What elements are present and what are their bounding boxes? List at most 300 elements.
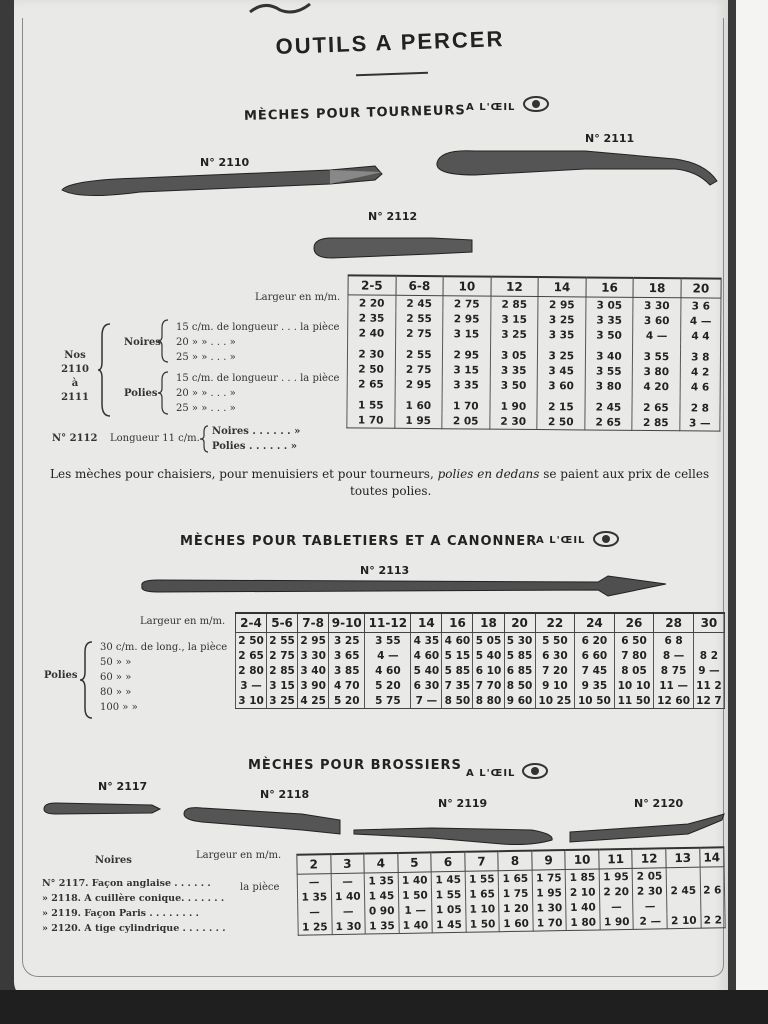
price-cell: —	[331, 873, 365, 889]
price-cell: 3 6	[681, 298, 721, 314]
price-cell: 1 10	[465, 901, 499, 917]
eye-icon	[593, 530, 619, 548]
price-cell: 5 20	[329, 693, 365, 709]
section-heading-tabletiers: MÈCHES POUR TABLETIERS ET A CANONNER	[180, 534, 538, 549]
price-cell: 6 85	[504, 663, 535, 678]
price-cell: 10 10	[614, 678, 654, 693]
row-label: » 2118. A cuillère conique. . . . . . .	[42, 893, 225, 904]
row-label: 20 » » . . . »	[176, 337, 236, 348]
price-cell: 2 50	[236, 633, 267, 649]
header-ornament	[245, 0, 315, 16]
column-header: 2	[297, 854, 331, 874]
price-cell: 7 70	[473, 678, 504, 693]
table-row	[347, 412, 720, 431]
price-cell: 1 65	[498, 870, 532, 886]
price-cell: 10 50	[575, 693, 615, 709]
width-label-3: Largeur en m/m.	[196, 850, 282, 861]
price-cell: 3 40	[298, 663, 329, 678]
price-cell: 2 85	[632, 415, 680, 431]
price-cell: 2 50	[347, 361, 395, 376]
price-cell: 2 20	[348, 295, 396, 311]
price-cell: 7 45	[575, 663, 615, 678]
price-cell: 2 —	[633, 913, 667, 929]
price-cell: 8 50	[442, 693, 473, 709]
price-cell: 1 85	[566, 869, 600, 885]
price-cell: 1 50	[466, 916, 500, 932]
price-cell: 2 30	[489, 414, 537, 430]
price-cell: 3 90	[298, 678, 329, 693]
price-cell: 4 25	[298, 693, 329, 709]
row-labels-noires	[176, 320, 339, 365]
row-label: 50 » »	[100, 657, 132, 668]
price-cell: 2 2	[700, 912, 725, 928]
row-labels-2112	[212, 424, 300, 454]
price-cell: 9 —	[693, 663, 724, 678]
price-cell: 2 40	[348, 325, 396, 340]
price-cell: 2 55	[395, 347, 443, 362]
column-header: 12	[491, 277, 539, 297]
column-header: 24	[575, 613, 615, 633]
price-cell: 2 15	[537, 399, 585, 414]
row-labels-polies	[176, 371, 339, 416]
column-header: 8	[498, 851, 532, 871]
price-cell: 3 25	[490, 327, 538, 342]
price-cell: —	[600, 899, 634, 915]
price-cell: 0 90	[365, 903, 399, 919]
column-header: 11-12	[365, 613, 411, 633]
price-cell: 3 55	[365, 633, 411, 649]
column-header: 14	[538, 277, 586, 297]
price-cell	[667, 898, 701, 914]
column-header: 6	[431, 852, 465, 872]
price-cell: 3 05	[490, 348, 538, 363]
table-row	[236, 663, 725, 678]
bit-2120-image	[568, 810, 726, 850]
polies-label: Polies	[44, 670, 78, 681]
group-ref-line: à	[71, 378, 79, 389]
price-cell: 1 75	[532, 870, 566, 886]
row-label: 30 c/m. de long., la pièce	[100, 642, 228, 653]
price-cell: 2 05	[633, 868, 667, 884]
table-row	[236, 678, 725, 693]
price-cell: 2 10	[667, 913, 701, 929]
column-header: 9	[532, 850, 566, 870]
price-cell: 2 6	[700, 882, 725, 897]
price-cell: 3 8	[680, 349, 720, 364]
price-cell: 2 85	[490, 296, 538, 312]
price-cell: 4 20	[632, 379, 680, 394]
price-cell: 2 8	[680, 400, 720, 415]
bit-2112-image	[312, 232, 477, 264]
eye-label: A L'ŒIL	[466, 102, 516, 113]
table-row	[236, 648, 725, 663]
price-cell: 2 75	[443, 296, 491, 312]
price-cell: 2 65	[236, 648, 267, 663]
row-label: » 2119. Façon Paris . . . . . . . .	[42, 908, 199, 919]
price-cell: 12 7	[693, 693, 724, 709]
column-header: 16	[586, 277, 634, 297]
price-cell: —	[298, 904, 332, 920]
price-cell	[666, 867, 700, 883]
note-text: se paient aux prix de celles	[543, 467, 710, 481]
eye-label: A L'ŒIL	[466, 768, 516, 779]
price-cell: 11 50	[614, 693, 654, 709]
price-cell: —	[297, 874, 331, 890]
bit-2110-image	[60, 158, 385, 206]
price-cell: 3 50	[490, 378, 538, 393]
tool-label-2117: N° 2117	[98, 780, 148, 793]
brace-icon	[158, 370, 170, 416]
price-cell: 1 55	[432, 887, 466, 903]
price-cell: 6 20	[575, 633, 615, 649]
row-labels-tabletiers	[100, 640, 227, 715]
price-cell: 4 60	[365, 663, 411, 678]
price-cell: 3 80	[585, 378, 633, 393]
price-cell: 2 10	[566, 884, 600, 900]
price-cell: 3 35	[490, 363, 538, 378]
price-cell: 5 05	[473, 633, 504, 649]
price-cell: 3 50	[585, 327, 633, 342]
next-page-edge	[736, 0, 768, 1000]
price-cell: 2 65	[632, 400, 680, 415]
price-cell: 3 25	[329, 633, 365, 649]
price-cell	[700, 897, 725, 912]
price-cell: 1 95	[394, 413, 442, 429]
column-header: 26	[614, 613, 654, 633]
column-header: 22	[535, 613, 575, 633]
section-heading-tourneurs: MÈCHES POUR TOURNEURS	[243, 103, 467, 124]
price-cell: 2 95	[298, 633, 329, 649]
bit-2111-image	[435, 145, 720, 193]
price-cell: 5 40	[473, 648, 504, 663]
eye-icon	[522, 762, 548, 780]
price-cell: 11 2	[693, 678, 724, 693]
price-cell: 5 50	[535, 633, 575, 649]
price-cell: 2 75	[395, 326, 443, 341]
bit-2118-image	[182, 804, 344, 838]
row-label: 15 c/m. de longueur . . . la pièce	[176, 373, 340, 384]
price-cell: 2 95	[538, 297, 586, 313]
price-cell: 4 —	[633, 328, 681, 343]
price-cell: 5 20	[365, 678, 411, 693]
price-cell: 1 25	[298, 919, 332, 935]
price-cell: 3 25	[267, 693, 298, 709]
ref-2112-length: Longueur 11 c/m.	[110, 433, 200, 444]
price-cell: 1 50	[398, 887, 432, 903]
row-label: Polies . . . . . . »	[212, 441, 298, 452]
price-cell: 4 6	[680, 379, 720, 394]
background-surface	[0, 990, 768, 1024]
bit-2117-image	[42, 800, 162, 818]
price-cell: 3 35	[538, 327, 586, 342]
price-cell: 1 30	[532, 900, 566, 916]
price-cell: 9 35	[575, 678, 615, 693]
price-cell: 5 15	[442, 648, 473, 663]
column-header: 12	[632, 848, 666, 868]
column-header: 11	[599, 849, 633, 869]
price-cell: 1 40	[398, 872, 432, 888]
price-cell: 8 05	[614, 663, 654, 678]
price-cell: 1 60	[499, 916, 533, 932]
price-cell: 4 —	[365, 648, 411, 663]
price-cell: 6 30	[411, 678, 442, 693]
price-cell: 1 45	[432, 917, 466, 933]
price-cell: 1 65	[465, 886, 499, 902]
row-label: N° 2117. Façon anglaise . . . . . .	[42, 878, 211, 889]
price-cell: 2 85	[267, 663, 298, 678]
brace-icon	[80, 640, 94, 720]
price-cell: 3 15	[443, 326, 491, 341]
column-header: 18	[473, 613, 504, 633]
column-header: 7	[465, 851, 499, 871]
column-header: 18	[633, 278, 681, 298]
price-cell: 4 4	[680, 328, 720, 343]
price-cell: 4 —	[680, 313, 720, 328]
column-header: 13	[666, 848, 700, 868]
price-cell: 1 20	[499, 901, 533, 917]
price-cell: 3 10	[236, 693, 267, 709]
price-cell: 4 70	[329, 678, 365, 693]
price-cell: 2 95	[395, 377, 443, 392]
row-label: 80 » »	[100, 687, 132, 698]
price-cell: 3 35	[442, 377, 490, 392]
price-cell: 2 80	[236, 663, 267, 678]
price-cell: 2 50	[537, 414, 585, 430]
price-cell: 1 40	[399, 917, 433, 933]
price-cell: 7 20	[535, 663, 575, 678]
tool-label-2120: N° 2120	[634, 797, 684, 810]
row-label: 60 » »	[100, 672, 132, 683]
price-cell: 10 25	[535, 693, 575, 709]
column-header: 10	[565, 849, 599, 869]
price-cell: 6 10	[473, 663, 504, 678]
price-cell: 1 35	[297, 889, 331, 905]
price-cell: 3 45	[537, 363, 585, 378]
eye-label: A L'ŒIL	[536, 535, 586, 546]
price-cell: 2 65	[584, 414, 632, 430]
price-cell: 2 95	[442, 347, 490, 362]
price-cell: 1 95	[599, 868, 633, 884]
price-table-tourneurs	[346, 274, 721, 431]
price-cell: 11 —	[654, 678, 694, 693]
price-cell: 1 75	[499, 886, 533, 902]
row-label: 20 » » . . . »	[176, 388, 236, 399]
row-label: » 2120. A tige cylindrique . . . . . . .	[42, 923, 226, 934]
price-cell: 2 05	[442, 413, 490, 429]
price-cell: 9 60	[504, 693, 535, 709]
column-header: 14	[411, 613, 442, 633]
table-header-row	[236, 613, 725, 633]
price-cell: 3 60	[633, 313, 681, 328]
price-cell: 1 70	[347, 412, 395, 428]
column-header: 30	[693, 613, 724, 633]
price-cell: 2 75	[395, 362, 443, 377]
price-cell: 1 90	[490, 399, 538, 414]
price-cell: 2 55	[267, 633, 298, 649]
noires-label: Noires	[124, 337, 161, 348]
price-cell: 3 25	[538, 312, 586, 327]
bit-2113-image	[138, 574, 670, 602]
column-header: 5-6	[267, 613, 298, 633]
price-table-tabletiers	[235, 612, 725, 709]
row-label: 100 » »	[100, 702, 138, 713]
brace-icon	[98, 322, 112, 418]
price-cell: 1 35	[365, 918, 399, 934]
price-cell: 2 65	[347, 376, 395, 391]
price-cell: 2 35	[348, 310, 396, 325]
price-cell: 2 95	[443, 311, 491, 326]
price-cell: 2 45	[666, 883, 700, 899]
group-ref-line: Nos 2110	[61, 350, 89, 375]
price-cell: 3 40	[585, 348, 633, 363]
page-title: OUTILS A PERCER	[275, 26, 505, 59]
price-cell: 3 80	[632, 364, 680, 379]
price-cell: 6 8	[654, 633, 694, 649]
price-cell: 6 30	[535, 648, 575, 663]
column-header: 5	[397, 852, 431, 872]
tool-label-2119: N° 2119	[438, 797, 488, 810]
price-cell: 7 35	[442, 678, 473, 693]
noires-label: Noires	[95, 855, 132, 866]
brace-icon	[200, 424, 210, 454]
price-table-brossiers	[296, 846, 725, 935]
price-cell: —	[633, 898, 667, 914]
row-labels-brossiers	[42, 876, 226, 936]
price-cell: 5 85	[442, 663, 473, 678]
tool-label-2118: N° 2118	[260, 788, 310, 801]
tool-label-2110: N° 2110	[200, 156, 250, 169]
price-cell: 5 85	[504, 648, 535, 663]
price-cell: 2 45	[395, 295, 443, 311]
bit-2119-image	[352, 822, 556, 848]
price-cell: 1 45	[365, 888, 399, 904]
price-cell: 1 45	[431, 871, 465, 887]
price-cell: 3 15	[442, 362, 490, 377]
price-cell: 3 55	[585, 363, 633, 378]
price-cell: 5 40	[411, 663, 442, 678]
price-cell: 1 —	[398, 902, 432, 918]
price-cell: 1 40	[566, 899, 600, 915]
price-cell: 2 45	[585, 399, 633, 414]
price-cell: 1 55	[465, 871, 499, 887]
price-cell: 8 —	[654, 648, 694, 663]
price-cell: 3 —	[680, 415, 720, 431]
price-cell: 8 80	[473, 693, 504, 709]
price-cell: 8 75	[654, 663, 694, 678]
column-header: 2-4	[236, 613, 267, 633]
price-cell: 3 25	[538, 348, 586, 363]
column-header: 6-8	[396, 276, 444, 296]
price-cell: 3 85	[329, 663, 365, 678]
price-cell: 6 50	[614, 633, 654, 649]
column-header: 4	[364, 853, 398, 873]
section1-note-line2: toutes polies.	[350, 484, 432, 498]
eye-icon	[523, 95, 549, 113]
price-cell: 1 30	[332, 919, 366, 935]
price-cell: 1 90	[600, 914, 634, 930]
price-cell: 1 40	[331, 889, 365, 905]
price-cell: 1 35	[364, 872, 398, 888]
table-row	[236, 633, 725, 649]
note-italic: polies en dedans	[437, 467, 540, 481]
price-cell: 7 —	[411, 693, 442, 709]
tool-label-2113: N° 2113	[360, 564, 410, 577]
row-label: 25 » » . . . »	[176, 403, 236, 414]
column-header: 10	[443, 276, 491, 296]
column-header: 7-8	[298, 613, 329, 633]
price-cell: 6 60	[575, 648, 615, 663]
price-cell: 5 75	[365, 693, 411, 709]
column-header: 3	[330, 854, 364, 874]
column-header: 20	[504, 613, 535, 633]
price-cell: 4 60	[411, 648, 442, 663]
column-header: 14	[699, 847, 724, 867]
price-cell: 3 30	[298, 648, 329, 663]
price-cell: 5 30	[504, 633, 535, 649]
group-ref-line: 2111	[61, 392, 89, 403]
price-cell	[693, 633, 724, 649]
section1-note	[50, 467, 730, 481]
price-cell: 1 05	[432, 902, 466, 918]
price-cell: 4 35	[411, 633, 442, 649]
table-row	[236, 693, 725, 709]
column-header: 16	[442, 613, 473, 633]
price-cell: 1 95	[532, 885, 566, 901]
price-cell: 3 30	[633, 297, 681, 313]
column-header: 28	[654, 613, 694, 633]
row-label: 15 c/m. de longueur . . . la pièce	[176, 322, 340, 333]
price-cell: 1 60	[395, 398, 443, 413]
ref-2112-label: N° 2112	[52, 433, 98, 444]
column-header: 20	[681, 278, 721, 298]
row-label: Noires . . . . . . »	[212, 426, 301, 437]
price-cell: 2 30	[347, 346, 395, 361]
row-label: 25 » » . . . »	[176, 352, 236, 363]
price-cell: 2 20	[599, 884, 633, 900]
price-cell: 1 80	[566, 914, 600, 930]
group-ref-2110-2111	[52, 349, 98, 405]
price-cell: 2 30	[633, 883, 667, 899]
price-cell: 2 55	[395, 311, 443, 326]
price-cell: 3 60	[537, 378, 585, 393]
price-cell: 8 50	[504, 678, 535, 693]
tool-label-2112: N° 2112	[368, 210, 418, 223]
width-label-2: Largeur en m/m.	[140, 616, 226, 627]
note-text: Les mèches pour chaisiers, pour menuisiers et pour tourneurs,	[50, 467, 434, 481]
price-cell: 3 05	[586, 297, 634, 313]
price-cell: 9 10	[535, 678, 575, 693]
section-heading-brossiers: MÈCHES POUR BROSSIERS	[248, 758, 462, 773]
price-cell: —	[331, 904, 365, 920]
width-label-1: Largeur en m/m.	[255, 292, 341, 303]
price-cell: 3 65	[329, 648, 365, 663]
piece-label: la pièce	[240, 882, 280, 893]
price-cell: 3 15	[490, 312, 538, 327]
column-header: 9-10	[329, 613, 365, 633]
brace-icon	[158, 318, 170, 364]
price-cell: 3 —	[236, 678, 267, 693]
price-cell: 2 75	[267, 648, 298, 663]
price-cell: 8 2	[693, 648, 724, 663]
price-cell: 12 60	[654, 693, 694, 709]
price-cell: 4 2	[680, 364, 720, 379]
price-cell: 7 80	[614, 648, 654, 663]
price-cell: 1 55	[347, 397, 395, 412]
price-cell: 3 35	[585, 312, 633, 327]
price-cell: 3 15	[267, 678, 298, 693]
price-cell: 1 70	[533, 915, 567, 931]
column-header: 2-5	[348, 275, 396, 295]
